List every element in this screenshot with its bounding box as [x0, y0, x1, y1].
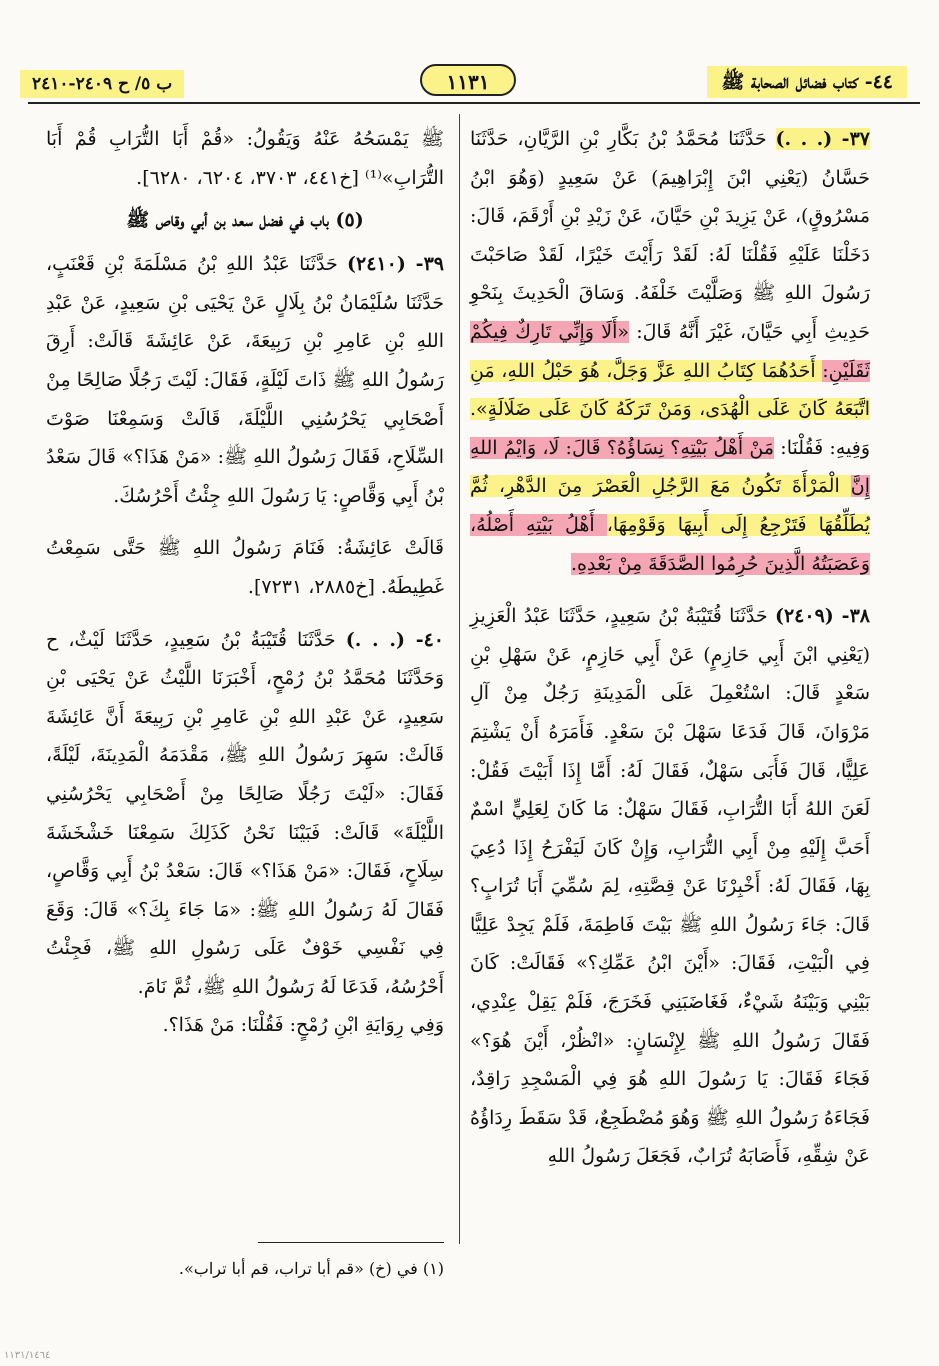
right-column	[470, 120, 870, 1176]
book-title: ٤٤- كتاب فضائل الصحابة ﷺ	[707, 66, 907, 98]
hadith-38	[470, 597, 870, 1176]
hadith-number: ٣٩- (٢٤١٠)	[347, 253, 444, 276]
highlight-yellow: أَحَدُهُمَا كِتَابُ اللهِ عَزَّ وَجَلَّ، هُوَ حَبْلُ اللهِ، مَنِ اتَّبَعَهُ كَانَ عَلَى الْهُدَى، وَمَنْ تَرَكَهُ كَانَ عَلَى ضَلَالَةٍ».	[470, 359, 870, 421]
hadith-39-continuation: قَالَتْ عَائِشَةُ: فَنَامَ رَسُولُ اللهِ ﷺ حَتَّى سَمِعْتُ غَطِيطَهُ. [خ٢٨٨٥، ٧٢٣١].	[46, 537, 444, 598]
hadith-text: وَفِيهِ: فَقُلْنَا:	[774, 436, 870, 459]
spacer	[46, 607, 444, 621]
hadith-text: حَدَّثَنَا قُتَيْبَةُ بْنُ سَعِيدٍ، حَدَّثَنَا لَيْثٌ، ح وَحَدَّثَنَا مُحَمَّدُ بْنُ رُمْحٍ، أَخْبَرَنَا اللَّيْثُ عَنْ يَحْيَى بْنِ سَعِيدٍ، عَنْ عَبْدِ اللهِ بْنِ عَامِرِ بْنِ رَبِيعَةَ أَنَّ عَائِشَةَ قَالَتْ: سَهِرَ رَسُولُ اللهِ ﷺ، مَقْدَمَهُ الْمَدِينَةَ، لَيْلَةً، فَقَالَ: «لَيْتَ رَجُلًا صَالِحًا مِنْ أَصْحَابِي يَحْرُسُنِي اللَّيْلَةَ» قَالَتْ: فَبَيْنَا نَحْنُ كَذَلِكَ سَمِعْنَا خَشْخَشَةَ سِلَاحٍ، فَقَالَ: «مَنْ هَذَا؟» قَالَ: سَعْدُ بْنُ أَبِي وَقَّاصٍ، فَقَالَ لَهُ رَسُولُ اللهِ ﷺ: «مَا جَاءَ بِكَ؟» قَالَ: وَقَعَ فِي نَفْسِي خَوْفٌ عَلَى رَسُولِ اللهِ ﷺ، فَجِئْتُ أَحْرُسُهُ، فَدَعَا لَهُ رَسُولُ اللهِ ﷺ، ثُمَّ نَامَ.	[46, 628, 444, 998]
highlight-yellow: الْمَرْأَةَ تَكُونُ مَعَ الرَّجُلِ الْعَصْرَ مِنَ الدَّهْرِ، ثُمَّ يُطَلِّقُهَا فَتَرْجِعُ إِلَى أَبِيهَا وَقَوْمِهَا،	[470, 475, 870, 536]
page-number: ١١٣١	[420, 64, 516, 96]
hadith-39	[46, 245, 444, 515]
page-header	[10, 56, 925, 104]
column-divider	[459, 114, 460, 1244]
hadith-number: ٤٠- (. . .)	[345, 628, 444, 651]
highlight-pink: مَنْ أَهْلُ بَيْتِهِ؟ نِسَاؤُهُ؟ قَالَ: لَا، وَايْمُ اللهِ إِنَّ	[470, 436, 870, 498]
highlight-pink: أَهْلُ بَيْتِهِ أَصْلُهُ، وَعَصَبَتُهُ الَّذِينَ حُرِمُوا الصَّدَقَةَ مِنْ بَعْدِهِ.	[470, 513, 870, 575]
spacer	[470, 583, 870, 597]
hadith-38-continuation: ﷺ يَمْسَحُهُ عَنْهُ وَيَقُولُ: «قُمْ أَبَا التُّرَابِ قُمْ أَبَا التُّرَابِ»⁽¹⁾ [خ٤٤١، ٣٧٠٣، ٦٢٠٤، ٦٢٨٠].	[46, 128, 444, 189]
spacer	[46, 515, 444, 529]
hadith-text: حَدَّثَنَا قُتَيْبَةُ بْنُ سَعِيدٍ، حَدَّثَنَا عَبْدُ الْعَزِيزِ (يَعْنِي ابْنَ أَبِي حَازِمٍ) عَنْ أَبِي حَازِمٍ، عَنْ سَهْلِ بْنِ سَعْدٍ قَالَ: اسْتُعْمِلَ عَلَى الْمَدِينَةِ رَجُلٌ مِنْ آلِ مَرْوَانَ، قَالَ فَدَعَا سَهْلَ بْنَ سَعْدٍ. فَأَمَرَهُ أَنْ يَشْتِمَ عَلِيًّا، قَالَ فَأَبَى سَهْلٌ، فَقَالَ لَهُ: أَمَّا إِذَا أَبَيْتَ فَقُلْ: لَعَنَ اللهُ أَبَا التُّرَابِ، فَقَالَ سَهْلٌ: مَا كَانَ لِعَلِيٍّ اسْمٌ أَحَبَّ إِلَيْهِ مِنْ أَبِي التُّرَابِ، وَإِنْ كَانَ لَيَفْرَحُ إِذَا دُعِيَ بِهَا، فَقَالَ لَهُ: أَخْبِرْنَا عَنْ قِصَّتِهِ، لِمَ سُمِّيَ أَبَا تُرَابٍ؟ قَالَ: جَاءَ رَسُولُ اللهِ ﷺ بَيْتَ فَاطِمَةَ، فَلَمْ يَجِدْ عَلِيًّا فِي الْبَيْتِ، فَقَالَ: «أَيْنَ ابْنُ عَمِّكِ؟» فَقَالَتْ: كَانَ بَيْنِي وَبَيْنَهُ شَيْءٌ، فَغَاضَبَنِي فَخَرَجَ، فَلَمْ يَقِلْ عِنْدِي، فَقَالَ رَسُولُ اللهِ ﷺ لِإِنْسَانٍ: «انْظُرْ، أَيْنَ هُوَ؟» فَجَاءَ فَقَالَ: يَا رَسُولَ اللهِ هُوَ فِي الْمَسْجِدِ رَاقِدٌ، فَجَاءَهُ رَسُولُ اللهِ ﷺ وَهُوَ مُضْطَجِعٌ، قَدْ سَقَطَ رِدَاؤُهُ عَنْ شِقِّهِ، فَأَصَابَهُ تُرَابٌ، فَجَعَلَ رَسُولُ اللهِ	[470, 605, 870, 1168]
hadith-number: ٣٧- (. . .)	[775, 128, 870, 150]
hadith-text: حَدَّثَنَا مُحَمَّدُ بْنُ بَكَّارِ بْنِ الرَّيَّانِ، حَدَّثَنَا حَسَّانُ (يَعْنِي ابْنَ إِبْرَاهِيمَ) عَنْ سَعِيدٍ (وَهُوَ ابْنُ مَسْرُوقٍ)، عَنْ يَزِيدَ بْنِ حَيَّانَ، عَنْ زَيْدِ بْنِ أَرْقَمَ، قَالَ: دَخَلْنَا عَلَيْهِ فَقُلْنَا لَهُ: لَقَدْ رَأَيْتَ خَيْرًا، لَقَدْ صَاحَبْتَ رَسُولَ اللهِ ﷺ وَصَلَّيْتَ خَلْفَهُ. وَسَاقَ الْحَدِيثَ بِنَحْوِ حَدِيثِ أَبِي حَيَّانَ، غَيْرَ أَنَّهُ قَالَ:	[470, 128, 871, 343]
footnote: (١) في (خ) «قم أبا تراب، قم أبا تراب».	[178, 1259, 444, 1278]
hadith-40	[46, 621, 444, 1007]
highlight-pink: «أَلَا وَإِنِّي تَارِكٌ فِيكُمْ ثَقَلَيْنِ:	[470, 320, 870, 382]
hadith-text: حَدَّثَنَا عَبْدُ اللهِ بْنُ مَسْلَمَةَ بْنِ قَعْنَبٍ، حَدَّثَنَا سُلَيْمَانُ بْنُ بِلَالٍ عَنْ يَحْيَى بْنِ سَعِيدٍ، عَنْ عَبْدِ اللهِ بْنِ عَامِرِ بْنِ رَبِيعَةَ، عَنْ عَائِشَةَ قَالَتْ: أَرِقَ رَسُولُ اللهِ ﷺ ذَاتَ لَيْلَةٍ، فَقَالَ: لَيْتَ رَجُلًا صَالِحًا مِنْ أَصْحَابِي يَحْرُسُنِي اللَّيْلَةَ، قَالَتْ وَسَمِعْنَا صَوْتَ السِّلَاحِ، فَقَالَ رَسُولُ اللهِ ﷺ: «مَنْ هَذَا؟» قَالَ سَعْدُ بْنُ أَبِي وَقَّاصٍ: يَا رَسُولَ اللهِ جِئْتُ أَحْرُسُكَ.	[46, 253, 444, 507]
chapter-title: (٥) باب في فضل سعد بن أبي وقاص ﷺ	[126, 209, 364, 232]
hadith-40-variant: وَفِي رِوَايَةِ ابْنِ رُمْحٍ: فَقُلْنَا: مَنْ هَذَا؟.	[162, 1014, 444, 1037]
header-rule	[28, 102, 920, 104]
page-mark: ١١٣١/١٤٦٤	[4, 1350, 51, 1361]
hadith-37	[470, 120, 870, 583]
hadith-number: ٣٨- (٢٤٠٩)	[774, 605, 870, 628]
footnote-rule	[258, 1242, 444, 1243]
left-column	[46, 120, 444, 1045]
hadith-reference: ب ٥/ ح ٢٤٠٩-٢٤١٠	[20, 70, 184, 98]
